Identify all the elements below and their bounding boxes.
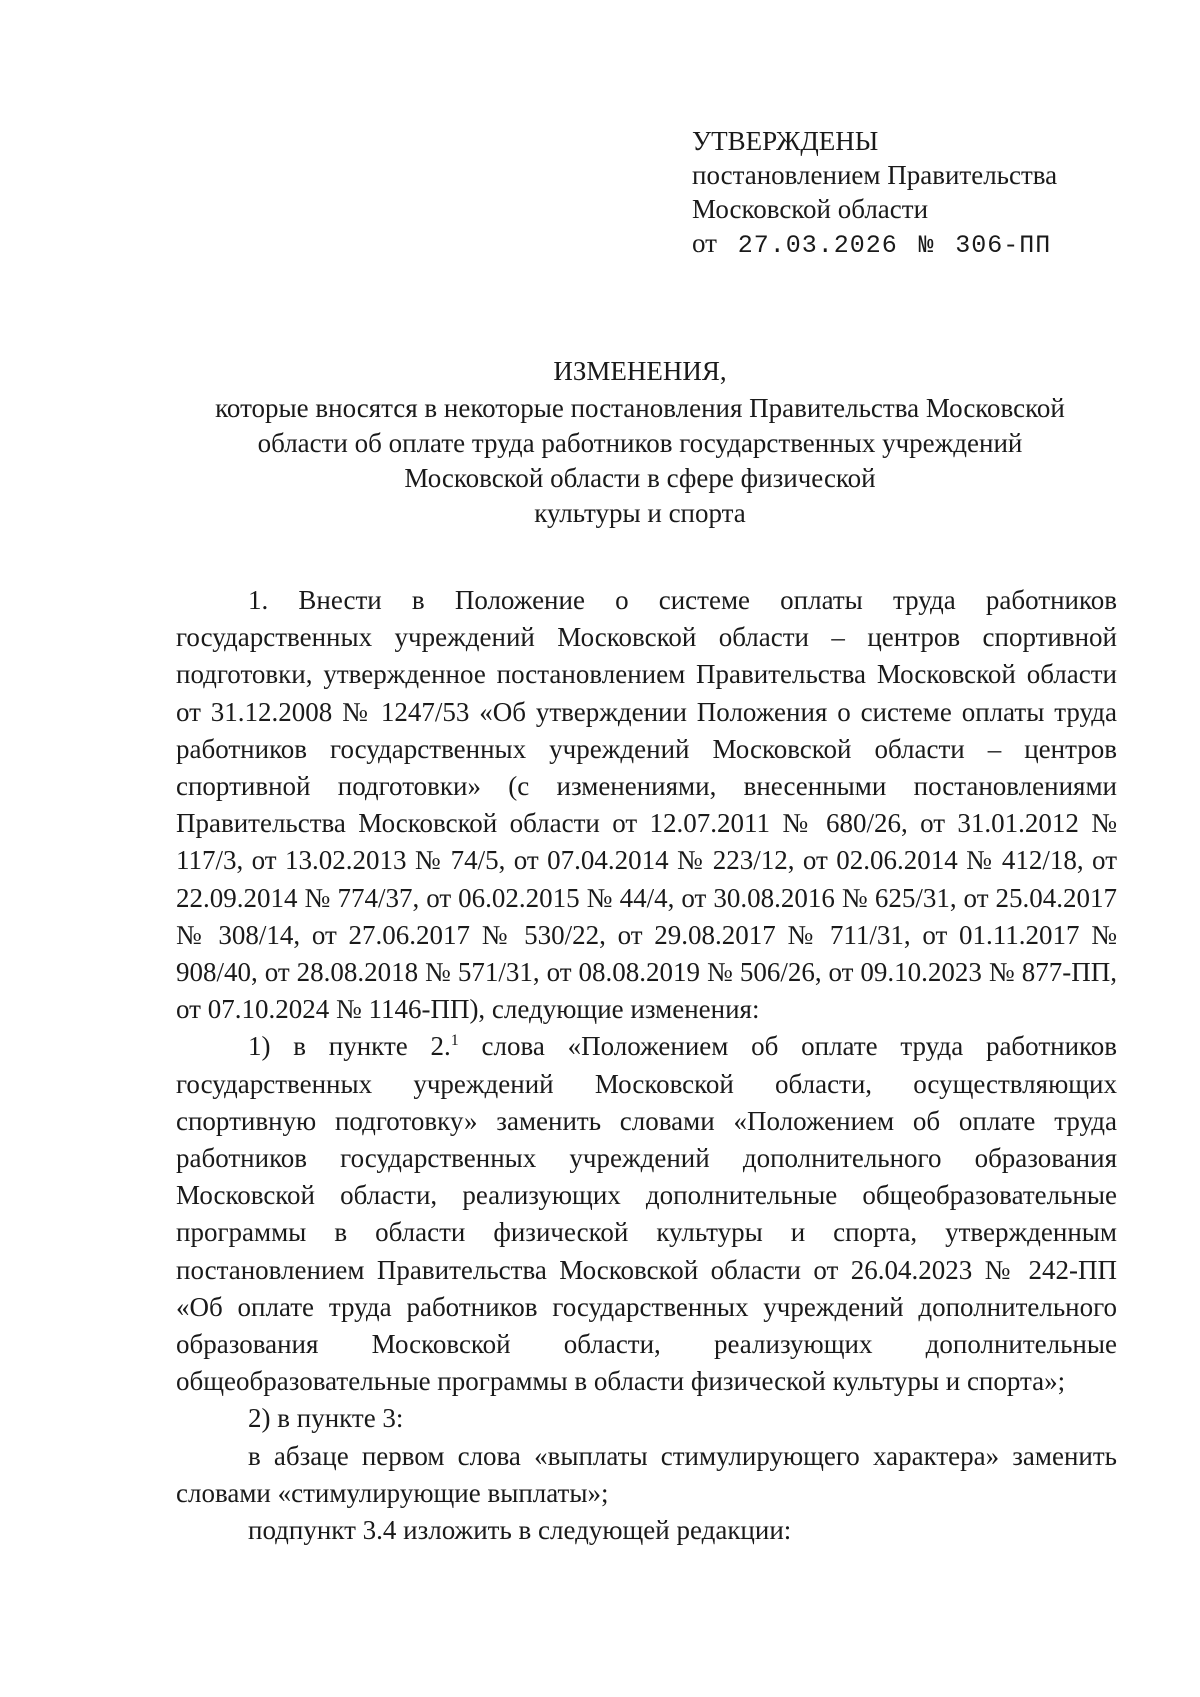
- title-line-4: культуры и спорта: [534, 498, 746, 528]
- title-heading: ИЗМЕНЕНИЯ,: [553, 356, 727, 386]
- approval-date: 27.03.2026: [737, 231, 898, 260]
- paragraph-5: подпункт 3.4 изложить в следующей редакции:: [248, 1515, 792, 1546]
- paragraph-2-text: слова «Положением об оплате труда работников государственных учреждений Московской области, осуществляющих спортивную подготовку» заменить словами «Положением об оплате труда работников государственных учреждений дополнительного образования Московской области, реализующих дополнительные общеобразовательные программы в области физической культуры и спорта, утвержденным постановлением Правительства Московской области от 26.04.2023 № 242-ПП «Об оплате труда работников государственных учреждений дополнительного образования Московской области, реализующих дополнительные общеобразовательные программы в области физической культуры и спорта»;: [176, 1031, 1118, 1397]
- document-title: [170, 354, 1110, 531]
- document-body: [176, 582, 1117, 1549]
- title-line-3: Московской области в сфере физической: [404, 463, 876, 493]
- approval-from-label: от: [692, 228, 717, 258]
- paragraph-3: 2) в пункте 3:: [248, 1403, 404, 1434]
- approval-line-2: Московской области: [692, 194, 929, 224]
- paragraph-2-prefix: 1) в пункте 2.: [248, 1031, 451, 1062]
- approval-date-line: [692, 226, 1057, 263]
- paragraph-4: в абзаце первом слова «выплаты стимулирующего характера» заменить словами «стимулирующие выплаты»;: [176, 1440, 1117, 1508]
- paragraph-1: 1. Внести в Положение о системе оплаты труда работников государственных учреждений Московской области – центров спортивной подготовки, утвержденное постановлением Правительства Московской области от 31.12.2008 № 1247/53 «Об утверждении Положения о системе оплаты труда работников государственных учреждений Московской области – центров спортивной подготовки» (с изменениями, внесенными постановлениями Правительства Московской области от 12.07.2011 № 680/26, от 31.01.2012 № 117/3, от 13.02.2013 № 74/5, от 07.04.2014 № 223/12, от 02.06.2014 № 412/18, от 22.09.2014 № 774/37, от 06.02.2015 № 44/4, от 30.08.2016 № 625/31, от 25.04.2017 № 308/14, от 27.06.2017 № 530/22, от 29.08.2017 № 711/31, от 01.11.2017 № 908/40, от 28.08.2018 № 571/31, от 08.08.2019 № 506/26, от 09.10.2023 № 877-ПП, от 07.10.2024 № 1146-ПП), следующие изменения:: [176, 585, 1117, 1025]
- approval-stamp-block: [692, 124, 1057, 263]
- approval-heading: УТВЕРЖДЕНЫ: [692, 126, 879, 156]
- approval-number-sign: №: [918, 231, 935, 260]
- paragraph-2: [176, 1028, 1117, 1400]
- approval-line-1: постановлением Правительства: [692, 160, 1058, 190]
- title-line-2: области об оплате труда работников государственных учреждений: [257, 428, 1023, 458]
- approval-number: 306-ПП: [955, 231, 1052, 260]
- paragraph-2-superscript: 1: [450, 1032, 459, 1050]
- title-line-1: которые вносятся в некоторые постановления Правительства Московской: [215, 393, 1065, 423]
